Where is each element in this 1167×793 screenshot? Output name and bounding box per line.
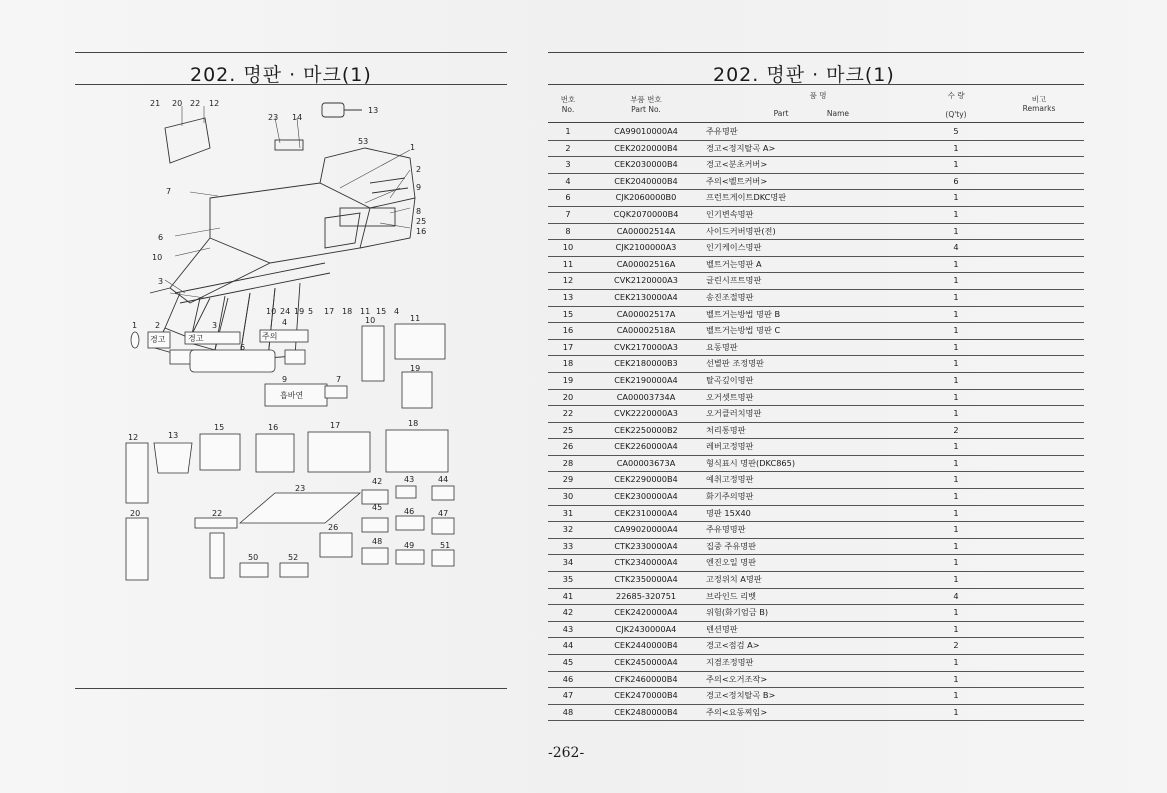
left-page-title: 202. 명판 · 마크(1) (190, 64, 372, 86)
sticker-label-51: 51 (440, 541, 451, 550)
part-number: CA00002514A (616, 225, 676, 236)
sticker-text-2: 경고 (150, 335, 166, 344)
svg-text:13: 13 (368, 106, 379, 115)
part-name: 인기케이스명판 (706, 242, 762, 253)
part-name: 주의<요동찌임> (706, 706, 768, 717)
part-number: CFK2460000B4 (614, 673, 678, 684)
table-row (548, 323, 1084, 340)
part-name: 주의<오거조작> (706, 673, 768, 684)
quantity: 4 (953, 590, 959, 601)
svg-text:3: 3 (158, 277, 164, 286)
table-row (548, 157, 1084, 174)
part-name: 주유명판 (706, 126, 738, 136)
quantity: 1 (953, 408, 959, 419)
row-number: 25 (562, 424, 574, 435)
part-name: 프런트게이트DKC명판 (706, 192, 787, 203)
row-number: 3 (565, 159, 571, 170)
part-number: CEK2180000B3 (614, 358, 678, 369)
svg-text:21: 21 (150, 99, 161, 108)
part-name: 엔진오일 명판 (706, 557, 757, 568)
quantity: 1 (953, 441, 959, 452)
table-row (548, 423, 1084, 440)
quantity: 1 (953, 607, 959, 618)
quantity: 1 (953, 208, 959, 219)
parts-diagram (110, 88, 470, 588)
row-number: 46 (562, 673, 574, 684)
row-number: 44 (562, 640, 574, 651)
sticker-label-48: 48 (372, 537, 383, 546)
table-row (548, 688, 1084, 705)
row-number: 17 (562, 341, 574, 352)
svg-text:8: 8 (416, 207, 422, 216)
table-row (548, 373, 1084, 390)
left-top-rule (75, 52, 507, 53)
header-rule (548, 122, 1084, 123)
svg-text:5: 5 (308, 307, 314, 316)
quantity: 1 (953, 474, 959, 485)
svg-text:12: 12 (209, 99, 220, 108)
sticker-label-23: 23 (295, 484, 306, 493)
row-number: 7 (565, 208, 571, 219)
table-row (548, 472, 1084, 489)
svg-text:20: 20 (172, 99, 183, 108)
svg-text:22: 22 (190, 99, 201, 108)
sticker-label-2: 2 (155, 321, 161, 330)
svg-text:24: 24 (280, 307, 291, 316)
svg-text:15: 15 (376, 307, 387, 316)
svg-text:10: 10 (266, 307, 277, 316)
table-row (548, 572, 1084, 589)
quantity: 1 (953, 159, 959, 170)
sticker-label-50: 50 (248, 553, 259, 562)
svg-text:23: 23 (268, 113, 279, 122)
header-part-en: Part No. (631, 105, 661, 114)
sticker-label-42: 42 (372, 477, 383, 486)
quantity: 4 (953, 242, 959, 253)
quantity: 1 (953, 391, 959, 402)
svg-text:25: 25 (416, 217, 427, 226)
table-row (548, 539, 1084, 556)
table-row (548, 522, 1084, 539)
table-row (548, 174, 1084, 191)
part-name: 위험(화기엄금 B) (706, 607, 769, 618)
table-row (548, 190, 1084, 207)
quantity: 1 (953, 540, 959, 551)
table-row (548, 240, 1084, 257)
part-number: CJK2430000A4 (615, 623, 677, 634)
sticker-label-26: 26 (328, 523, 339, 532)
header-part-ko: 부품 번호 (630, 95, 662, 104)
part-number: CEK2030000B4 (614, 159, 678, 170)
sticker-label-18: 18 (408, 419, 419, 428)
part-name: 벨트거는방법 명판 B (706, 308, 781, 319)
row-number: 10 (562, 242, 574, 253)
sticker-label-13: 13 (168, 431, 179, 440)
part-number: CEK2450000A4 (614, 657, 678, 667)
table-row (548, 224, 1084, 241)
header-no-ko: 번호 (560, 95, 576, 104)
row-number: 43 (562, 623, 574, 634)
part-name: 벨트거는방법 명판 C (706, 325, 781, 336)
quantity: 1 (953, 524, 959, 535)
sticker-label-49: 49 (404, 541, 415, 550)
part-number: 22685-320751 (615, 590, 677, 601)
header-name-en-1: Part (773, 109, 789, 118)
table-row (548, 705, 1084, 722)
row-number: 22 (562, 408, 574, 419)
quantity: 1 (953, 341, 959, 352)
quantity: 6 (953, 175, 959, 186)
quantity: 1 (953, 673, 959, 684)
part-name: 탈곡깊이명판 (706, 374, 754, 385)
part-number: CTK2350000A4 (614, 574, 678, 585)
quantity: 1 (953, 657, 959, 667)
table-row (548, 672, 1084, 689)
table-row (548, 655, 1084, 672)
part-number: CEK2470000B4 (614, 690, 678, 701)
part-number: CEK2260000A4 (614, 441, 678, 452)
table-row (548, 290, 1084, 307)
quantity: 1 (953, 291, 959, 302)
quantity: 1 (953, 325, 959, 336)
quantity: 1 (953, 457, 959, 468)
sticker-label-6: 6 (240, 343, 246, 352)
sticker-label-12: 12 (128, 433, 139, 442)
table-row (548, 555, 1084, 572)
sticker-text-3: 경고 (188, 334, 204, 343)
part-number: CA00003734A (616, 391, 676, 402)
page-number: -262- (548, 745, 585, 761)
part-number: CVK2170000A3 (614, 341, 678, 352)
sticker-label-10: 10 (365, 316, 376, 325)
part-name: 사이드커버명판(전) (706, 225, 776, 236)
sticker-label-46: 46 (404, 507, 415, 516)
svg-text:1: 1 (410, 143, 416, 152)
header-name-ko: 품 명 (809, 91, 827, 100)
part-number: CEK2130000A4 (614, 291, 678, 302)
svg-text:11: 11 (360, 307, 371, 316)
sticker-label-3: 3 (212, 321, 218, 330)
row-number: 11 (562, 258, 574, 269)
part-number: CJK2100000A3 (615, 242, 677, 253)
quantity: 2 (953, 424, 959, 435)
row-number: 13 (562, 291, 574, 302)
svg-text:18: 18 (342, 307, 353, 316)
quantity: 5 (953, 126, 959, 136)
parts-table-body (548, 124, 1084, 721)
right-top-rule (548, 52, 1084, 53)
sticker-label-9: 9 (282, 375, 288, 384)
table-row (548, 439, 1084, 456)
svg-text:4: 4 (394, 307, 400, 316)
right-title-rule (548, 84, 1084, 85)
part-number: CA00002516A (616, 258, 676, 269)
quantity: 1 (953, 192, 959, 203)
sticker-label-11: 11 (410, 314, 421, 323)
part-name: 오거셋트명판 (706, 391, 754, 402)
part-name: 경고<정지탈곡 A> (706, 142, 776, 153)
table-row (548, 257, 1084, 274)
sticker-label-17: 17 (330, 421, 341, 430)
part-name: 주유명명판 (706, 524, 746, 535)
header-qty-ko: 수 량 (947, 91, 965, 100)
quantity: 1 (953, 507, 959, 518)
part-name: 지겸조정명판 (706, 657, 754, 667)
sticker-label-44: 44 (438, 475, 449, 484)
quantity: 1 (953, 706, 959, 717)
sticker-label-43: 43 (404, 475, 415, 484)
row-number: 8 (565, 225, 571, 236)
part-name: 화기주의명판 (706, 491, 754, 502)
part-number: CEK2190000A4 (614, 374, 678, 385)
header-name-en-2: Name (826, 109, 850, 118)
part-number: CEK2250000B2 (614, 424, 678, 435)
row-number: 6 (565, 192, 571, 203)
table-row (548, 489, 1084, 506)
part-number: CA99010000A4 (614, 126, 678, 136)
part-number: CA99020000A4 (614, 524, 678, 535)
part-name: 선별판 조정명판 (706, 358, 764, 369)
part-name: 고정위치 A명판 (706, 574, 762, 585)
quantity: 1 (953, 275, 959, 286)
row-number: 19 (562, 374, 574, 385)
table-row (548, 506, 1084, 523)
part-number: CTK2330000A4 (614, 540, 678, 551)
row-number: 26 (562, 441, 574, 452)
row-number: 28 (562, 457, 574, 468)
table-row (548, 356, 1084, 373)
svg-text:9: 9 (416, 183, 422, 192)
row-number: 1 (565, 126, 571, 136)
sticker-label-4: 4 (282, 318, 288, 327)
svg-text:17: 17 (324, 307, 335, 316)
quantity: 1 (953, 690, 959, 701)
sticker-text-9: 흡바연 (280, 391, 304, 400)
table-row (548, 406, 1084, 423)
quantity: 1 (953, 491, 959, 502)
row-number: 42 (562, 607, 574, 618)
part-number: CEK2300000A4 (614, 491, 678, 502)
row-number: 32 (562, 524, 574, 535)
row-number: 12 (562, 275, 574, 286)
quantity: 1 (953, 374, 959, 385)
part-number: CQK2070000B4 (613, 208, 679, 219)
part-number: CEK2440000B4 (614, 640, 678, 651)
header-remarks-en: Remarks (1022, 104, 1056, 113)
quantity: 2 (953, 640, 959, 651)
part-number: CA00003673A (616, 457, 676, 468)
quantity: 1 (953, 225, 959, 236)
sticker-label-16: 16 (268, 423, 279, 432)
part-name: 경고<점검 A> (706, 640, 760, 651)
row-number: 35 (562, 574, 574, 585)
row-number: 31 (562, 507, 574, 518)
quantity: 1 (953, 557, 959, 568)
left-title-rule (75, 84, 507, 85)
part-name: 송진조절명판 (706, 291, 754, 302)
sticker-label-19: 19 (410, 364, 421, 373)
part-name: 예취고정명판 (706, 474, 754, 485)
left-bottom-rule (75, 688, 507, 689)
part-number: CEK2310000A4 (614, 507, 678, 518)
row-number: 45 (562, 657, 574, 667)
row-number: 20 (562, 391, 574, 402)
table-row (548, 307, 1084, 324)
quantity: 1 (953, 308, 959, 319)
row-number: 4 (565, 175, 571, 186)
header-qty-en: (Q'ty) (945, 110, 967, 119)
table-row (548, 605, 1084, 622)
part-number: CA00002517A (616, 308, 676, 319)
svg-text:2: 2 (416, 165, 422, 174)
table-row (548, 141, 1084, 158)
table-row (548, 207, 1084, 224)
part-number: CJK2060000B0 (615, 192, 677, 203)
sticker-label-47: 47 (438, 509, 449, 518)
part-number: CEK2040000B4 (614, 175, 678, 186)
table-row (548, 589, 1084, 606)
sticker-label-7: 7 (336, 375, 342, 384)
sticker-label-45: 45 (372, 503, 383, 512)
part-number: CA00002518A (616, 325, 676, 336)
part-name: 인기변속명판 (706, 208, 754, 219)
part-number: CEK2480000B4 (614, 706, 678, 717)
quantity: 1 (953, 623, 959, 634)
row-number: 34 (562, 557, 574, 568)
part-name: 텐션명판 (706, 623, 738, 634)
row-number: 2 (565, 142, 571, 153)
sticker-label-20: 20 (130, 509, 141, 518)
svg-text:10: 10 (152, 253, 163, 262)
row-number: 15 (562, 308, 574, 319)
part-number: CEK2020000B4 (614, 142, 678, 153)
right-page-title: 202. 명판 · 마크(1) (713, 64, 895, 86)
svg-text:19: 19 (294, 307, 305, 316)
part-name: 경고<분초커버> (706, 159, 768, 170)
row-number: 30 (562, 491, 574, 502)
svg-text:53: 53 (358, 137, 369, 146)
table-row (548, 638, 1084, 655)
part-name: 오거클러치명판 (706, 408, 762, 419)
part-name: 글린시프트명판 (706, 275, 762, 286)
row-number: 18 (562, 358, 574, 369)
sticker-label-1: 1 (132, 321, 138, 330)
row-number: 33 (562, 540, 574, 551)
row-number: 29 (562, 474, 574, 485)
svg-text:7: 7 (166, 187, 172, 196)
quantity: 1 (953, 258, 959, 269)
svg-text:16: 16 (416, 227, 427, 236)
svg-text:6: 6 (158, 233, 164, 242)
row-number: 41 (562, 590, 574, 601)
part-name: 레버고정명판 (706, 441, 754, 452)
table-row (548, 340, 1084, 357)
table-row (548, 456, 1084, 473)
sticker-label-15: 15 (214, 423, 225, 432)
quantity: 1 (953, 358, 959, 369)
part-number: CEK2420000A4 (614, 607, 678, 618)
part-number: CEK2290000B4 (614, 474, 678, 485)
part-number: CVK2220000A3 (614, 408, 678, 419)
part-name: 경고<정치탈곡 B> (706, 690, 776, 701)
quantity: 1 (953, 574, 959, 585)
row-number: 48 (562, 706, 574, 717)
part-name: 집중 주유명판 (706, 540, 757, 551)
part-name: 벨트거는명판 A (706, 258, 762, 269)
part-name: 브라인드 리벳 (706, 590, 757, 601)
part-name: 처리통명판 (706, 424, 746, 435)
table-row (548, 124, 1084, 141)
part-name: 주의<벨트커버> (706, 175, 768, 186)
table-row (548, 273, 1084, 290)
quantity: 1 (953, 142, 959, 153)
sticker-text-4: 주의 (262, 332, 278, 341)
row-number: 16 (562, 325, 574, 336)
part-name: 명판 15X40 (706, 507, 751, 518)
part-number: CTK2340000A4 (614, 557, 678, 568)
sticker-label-22: 22 (212, 509, 223, 518)
row-number: 47 (562, 690, 574, 701)
part-name: 형식표시 명판(DKC865) (706, 457, 796, 468)
part-name: 요동명판 (706, 341, 738, 352)
table-row (548, 390, 1084, 407)
part-number: CVK2120000A3 (614, 275, 678, 286)
svg-text:14: 14 (292, 113, 303, 122)
header-no-en: No. (561, 105, 575, 114)
sticker-label-52: 52 (288, 553, 299, 562)
table-row (548, 622, 1084, 639)
header-remarks-ko: 비고 (1031, 95, 1047, 104)
